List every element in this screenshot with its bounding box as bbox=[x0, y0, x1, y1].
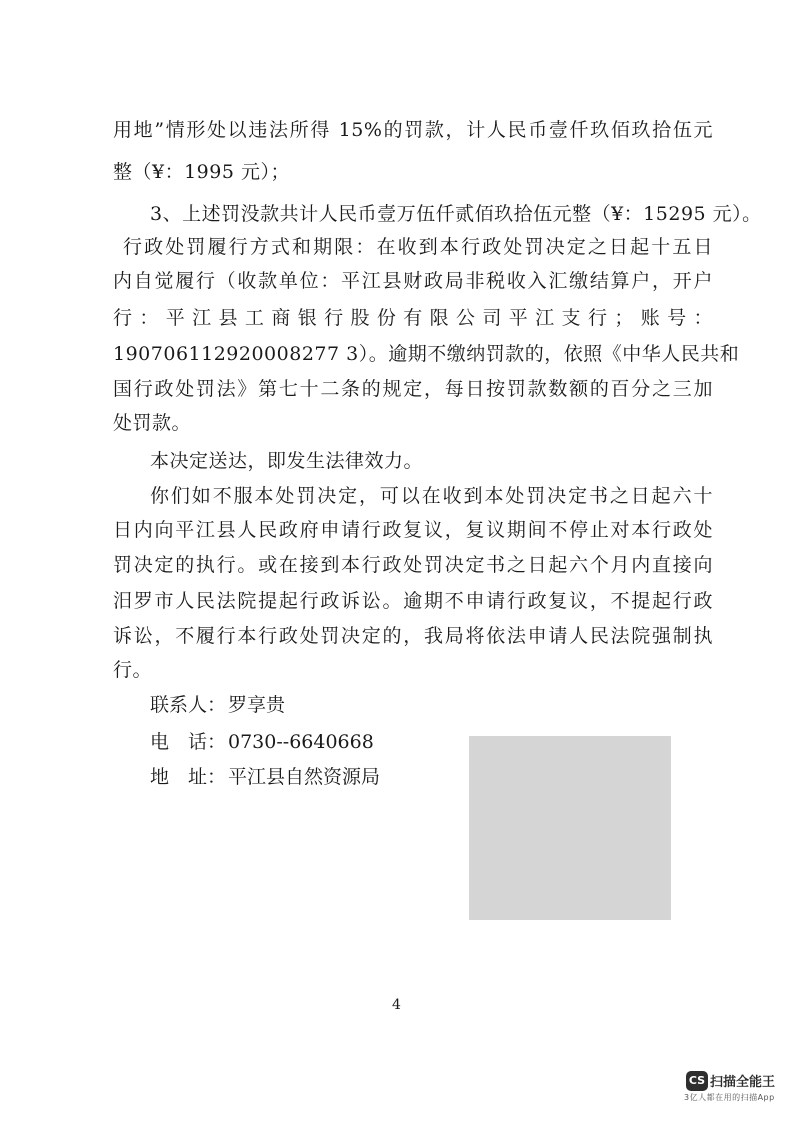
contact-phone bbox=[150, 727, 374, 757]
contact-phone-label: 电 话： bbox=[150, 731, 227, 753]
body-line: 处罚款。 bbox=[113, 412, 192, 434]
body-line: 行。 bbox=[113, 659, 153, 681]
contact-person bbox=[150, 690, 285, 720]
body-line: 整（¥：1995 元）； bbox=[113, 161, 290, 183]
contact-person-label: 联系人： bbox=[150, 694, 227, 716]
body-line: 190706112920008277 3）。逾期不缴纳罚款的，依照《中华人民共和 bbox=[113, 343, 740, 365]
watermark-tagline: 3亿人都在用的扫描App bbox=[684, 1092, 775, 1102]
contact-address-value: 平江县自然资源局 bbox=[228, 766, 381, 788]
body-line: 汨罗市人民法院提起行政诉讼。逾期不申请行政复议，不提起行政 bbox=[113, 590, 713, 612]
body-line: 罚决定的执行。或在接到本行政处罚决定书之日起六个月内直接向 bbox=[113, 554, 713, 576]
body-line: 3、上述罚没款共计人民币壹万伍仟贰佰玖拾伍元整（¥：15295 元）。 bbox=[150, 203, 762, 225]
contact-address bbox=[150, 762, 380, 792]
body-line: 日内向平江县人民政府申请行政复议，复议期间不停止对本行政处 bbox=[113, 519, 713, 541]
watermark-name: 扫描全能王 bbox=[710, 1075, 776, 1090]
contact-address-label: 地 址： bbox=[150, 766, 227, 788]
body-line: 你们如不服本处罚决定，可以在收到本处罚决定书之日起六十 bbox=[150, 485, 713, 507]
body-line: 内自觉履行（收款单位：平江县财政局非税收入汇缴结算户，开户 bbox=[113, 270, 713, 292]
page-number: 4 bbox=[392, 997, 401, 1013]
body-line: 行：平江县工商银行股份有限公司平江支行；账号： bbox=[113, 307, 713, 329]
body-line: 用地”情形处以违法所得 15%的罚款，计人民币壹仟玖佰玖拾伍元 bbox=[113, 119, 713, 141]
redacted-seal-area bbox=[469, 736, 671, 920]
body-line: 本决定送达，即发生法律效力。 bbox=[150, 450, 424, 472]
contact-phone-value: 0730--6640668 bbox=[228, 731, 374, 753]
body-line: 诉讼，不履行本行政处罚决定的，我局将依法申请人民法院强制执 bbox=[113, 625, 713, 647]
scanner-watermark bbox=[686, 1070, 775, 1103]
camscanner-logo-icon: CS bbox=[686, 1071, 708, 1091]
body-line: 行政处罚履行方式和期限：在收到本行政处罚决定之日起十五日 bbox=[123, 236, 713, 258]
contact-person-value: 罗享贵 bbox=[228, 694, 286, 716]
body-line: 国行政处罚法》第七十二条的规定，每日按罚款数额的百分之三加 bbox=[113, 378, 713, 400]
